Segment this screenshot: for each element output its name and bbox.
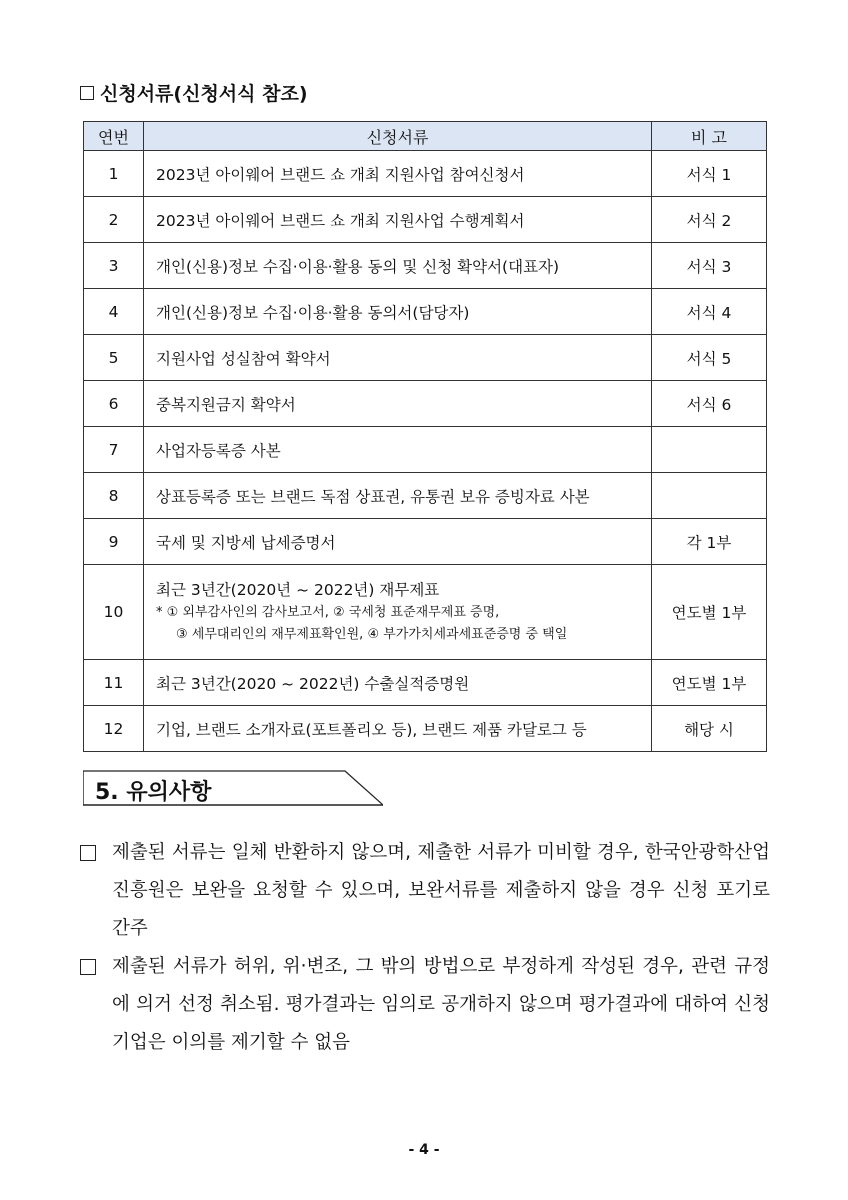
table-row [84,473,767,519]
row-note: 연도별 1부 [652,660,767,706]
row-note: 연도별 1부 [652,565,767,660]
table-row [84,289,767,335]
row-no: 2 [84,197,144,243]
row-document: 상표등록증 또는 브랜드 독점 상표권, 유통권 보유 증빙자료 사본 [144,473,652,519]
row-no: 11 [84,660,144,706]
checkbox-square-icon [80,86,94,100]
row-note: 서식 2 [652,197,767,243]
row-document: 사업자등록증 사본 [144,427,652,473]
checkbox-square-icon [80,845,96,861]
table-row [84,381,767,427]
row-document: 국세 및 지방세 납세증명서 [144,519,652,565]
section-title: 5. 유의사항 [95,780,212,805]
table-row [84,151,767,197]
row-no: 10 [84,565,144,660]
row-no: 4 [84,289,144,335]
row-document: 2023년 아이웨어 브랜드 쇼 개최 지원사업 수행계획서 [144,197,652,243]
row-note: 서식 6 [652,381,767,427]
row-note: 각 1부 [652,519,767,565]
row-no: 9 [84,519,144,565]
row-document: 개인(신용)정보 수집·이용·활용 동의 및 신청 확약서(대표자) [144,243,652,289]
table-header-row [84,122,767,151]
row-document: 개인(신용)정보 수집·이용·활용 동의서(담당자) [144,289,652,335]
row-no: 6 [84,381,144,427]
row-document-title: 최근 3년간(2020년 ~ 2022년) 재무제표 [156,581,440,599]
table-row [84,565,767,660]
documents-heading-text: 신청서류(신청서식 참조) [100,83,308,105]
row-no: 3 [84,243,144,289]
header-note: 비 고 [652,122,767,151]
row-note: 해당 시 [652,706,767,752]
documents-heading [80,79,308,106]
row-document: 지원사업 성실참여 확약서 [144,335,652,381]
notes-list [80,834,770,1062]
table-row [84,519,767,565]
row-no: 5 [84,335,144,381]
row-document: 최근 3년간(2020 ~ 2022년) 수출실적증명원 [144,660,652,706]
row-document-subnote-2: ③ 세무대리인의 재무제표확인원, ④ 부가가치세과세표준증명 중 택일 [176,627,568,642]
table-row [84,243,767,289]
table-row [84,706,767,752]
table-row [84,335,767,381]
row-note: 서식 4 [652,289,767,335]
table-row [84,427,767,473]
row-document-subnote-1: * ① 외부감사인의 감사보고서, ② 국세청 표준재무제표 증명, [156,605,500,620]
row-no: 1 [84,151,144,197]
list-item [80,948,770,1062]
header-no: 연번 [84,122,144,151]
row-document [144,565,652,660]
section-header [83,770,383,806]
row-no: 8 [84,473,144,519]
note-text: 제출된 서류는 일체 반환하지 않으며, 제출한 서류가 미비할 경우, 한국안광학산업진흥원은 보완을 요청할 수 있으며, 보완서류를 제출하지 않을 경우 신청 포기로 간주 [112,842,770,939]
row-note: 서식 3 [652,243,767,289]
note-text: 제출된 서류가 허위, 위·변조, 그 밖의 방법으로 부정하게 작성된 경우, 관련 규정에 의거 선정 취소됨. 평가결과는 임의로 공개하지 않으며 평가결과에 대하여 신청기업은 이의를 제기할 수 없음 [112,956,770,1053]
page-number: - 4 - [408,1142,440,1158]
row-note [652,473,767,519]
table-row [84,197,767,243]
row-document: 기업, 브랜드 소개자료(포트폴리오 등), 브랜드 제품 카달로그 등 [144,706,652,752]
row-no: 7 [84,427,144,473]
checkbox-square-icon [80,959,96,975]
list-item [80,834,770,948]
row-note: 서식 1 [652,151,767,197]
row-no: 12 [84,706,144,752]
documents-table [83,121,767,752]
row-note [652,427,767,473]
row-document: 2023년 아이웨어 브랜드 쇼 개최 지원사업 참여신청서 [144,151,652,197]
row-note: 서식 5 [652,335,767,381]
header-document: 신청서류 [144,122,652,151]
table-row [84,660,767,706]
row-document: 중복지원금지 확약서 [144,381,652,427]
